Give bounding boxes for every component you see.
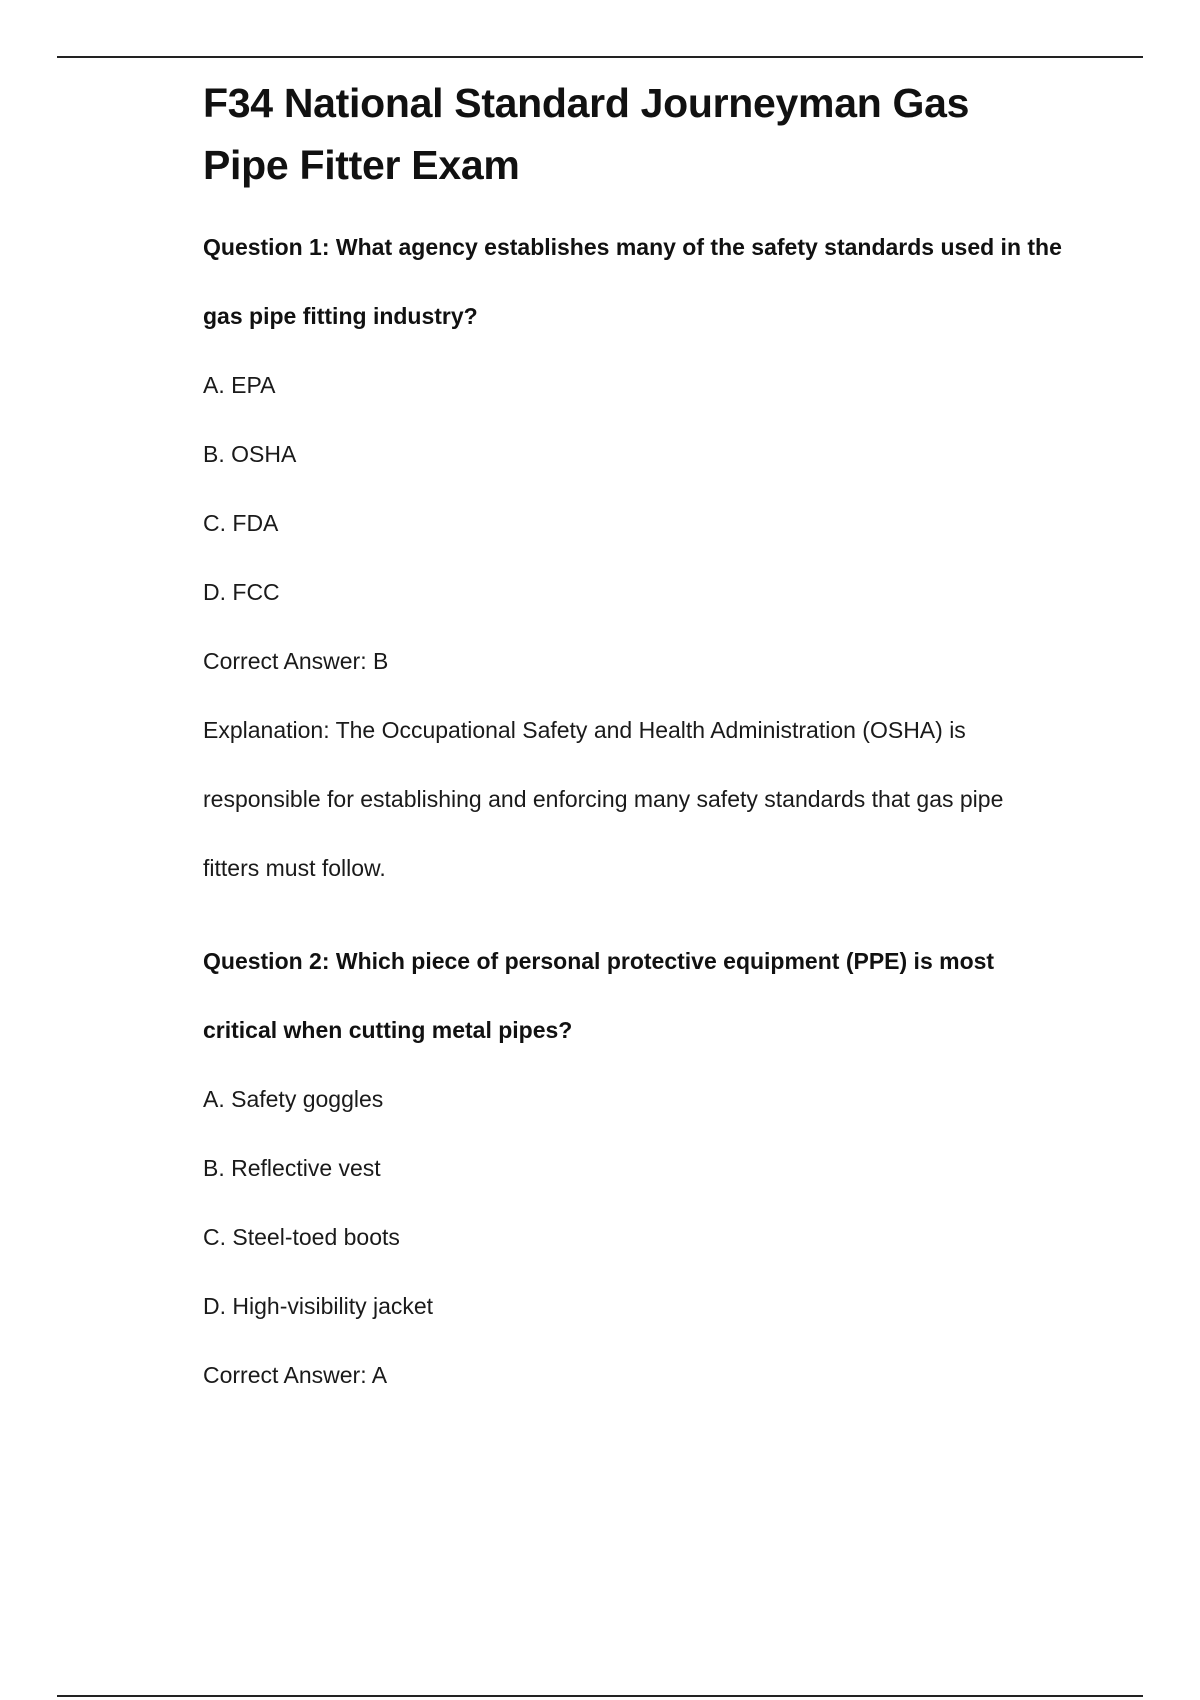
answer-option: A. EPA	[203, 372, 276, 398]
answer-option: D. FCC	[203, 579, 280, 605]
answer-option: B. Reflective vest	[203, 1155, 381, 1181]
question-prompt: Question 2: Which piece of personal protective equipment (PPE) is most critical when cutting metal pipes?	[203, 948, 995, 1043]
bottom-divider	[57, 1695, 1143, 1697]
document-body	[203, 72, 1063, 1410]
answer-option: A. Safety goggles	[203, 1086, 384, 1112]
answer-option: B. OSHA	[203, 441, 297, 467]
question-prompt: Question 1: What agency establishes many of the safety standards used in the gas pipe fitting industry?	[203, 234, 1062, 329]
question-1	[203, 213, 1063, 903]
top-divider	[57, 56, 1143, 58]
explanation: Explanation: The Occupational Safety and Health Administration (OSHA) is responsible for establishing and enforcing many safety standards that gas pipe fitters must follow.	[203, 717, 1004, 881]
page-title: F34 National Standard Journeyman Gas Pipe Fitter Exam	[203, 80, 970, 188]
answer-option: D. High-visibility jacket	[203, 1293, 434, 1319]
question-2	[203, 927, 1063, 1410]
correct-answer: Correct Answer: A	[203, 1362, 388, 1388]
correct-answer: Correct Answer: B	[203, 648, 389, 674]
answer-option: C. FDA	[203, 510, 279, 536]
answer-option: C. Steel-toed boots	[203, 1224, 400, 1250]
